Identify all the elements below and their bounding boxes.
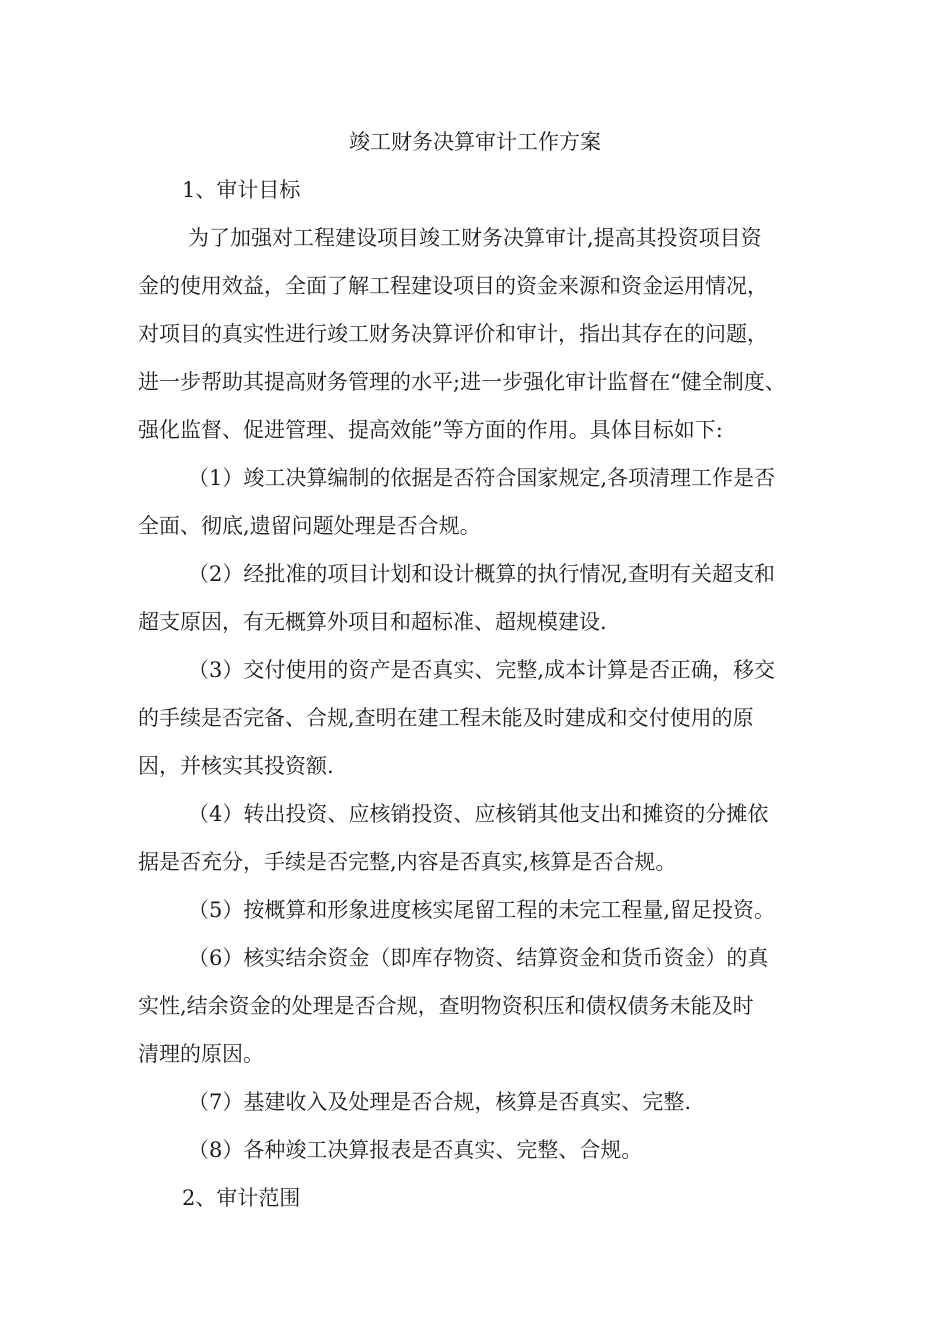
paragraph-line: 强化监督、促进管理、提高效能”等方面的作用。具体目标如下: bbox=[138, 418, 723, 442]
paragraph-line: 对项目的真实性进行竣工财务决算评价和审计，指出其存在的问题， bbox=[138, 322, 768, 346]
list-item-3-continued: 的手续是否完备、合规,查明在建工程未能及时建成和交付使用的原 bbox=[138, 706, 754, 730]
list-item-2: （2）经批准的项目计划和设计概算的执行情况,查明有关超支和 bbox=[188, 562, 776, 586]
paragraph-line: 金的使用效益，全面了解工程建设项目的资金来源和资金运用情况， bbox=[138, 274, 768, 298]
section-heading-audit-objective: 1、审计目标 bbox=[182, 178, 301, 202]
list-item-5: （5）按概算和形象进度核实尾留工程的未完工程量,留足投资。 bbox=[188, 898, 776, 922]
paragraph-line: 为了加强对工程建设项目竣工财务决算审计,提高其投资项目资 bbox=[188, 226, 762, 250]
list-item-3-continued: 因，并核实其投资额. bbox=[138, 754, 334, 778]
list-item-2-continued: 超支原因，有无概算外项目和超标准、超规模建设. bbox=[138, 610, 607, 634]
document-title: 竣工财务决算审计工作方案 bbox=[349, 130, 601, 154]
list-item-6-continued: 实性,结余资金的处理是否合规，查明物资积压和债权债务未能及时 bbox=[138, 994, 754, 1018]
list-item-1: （1）竣工决算编制的依据是否符合国家规定,各项清理工作是否 bbox=[188, 466, 776, 490]
list-item-7: （7）基建收入及处理是否合规，核算是否真实、完整. bbox=[188, 1090, 692, 1114]
list-item-6-continued: 清理的原因。 bbox=[138, 1042, 264, 1066]
list-item-4-continued: 据是否充分，手续是否完整,内容是否真实,核算是否合规。 bbox=[138, 850, 677, 874]
list-item-8: （8）各种竣工决算报表是否真实、完整、合规。 bbox=[188, 1138, 643, 1162]
list-item-3: （3）交付使用的资产是否真实、完整,成本计算是否正确，移交 bbox=[188, 658, 776, 682]
list-item-4: （4）转出投资、应核销投资、应核销其他支出和摊资的分摊依 bbox=[188, 802, 769, 826]
list-item-1-continued: 全面、彻底,遗留问题处理是否合规。 bbox=[138, 514, 481, 538]
section-heading-audit-scope: 2、审计范围 bbox=[182, 1186, 301, 1210]
list-item-6: （6）核实结余资金（即库存物资、结算资金和货币资金）的真 bbox=[188, 946, 769, 970]
paragraph-line: 进一步帮助其提高财务管理的水平;进一步强化审计监督在“健全制度、 bbox=[138, 370, 786, 394]
